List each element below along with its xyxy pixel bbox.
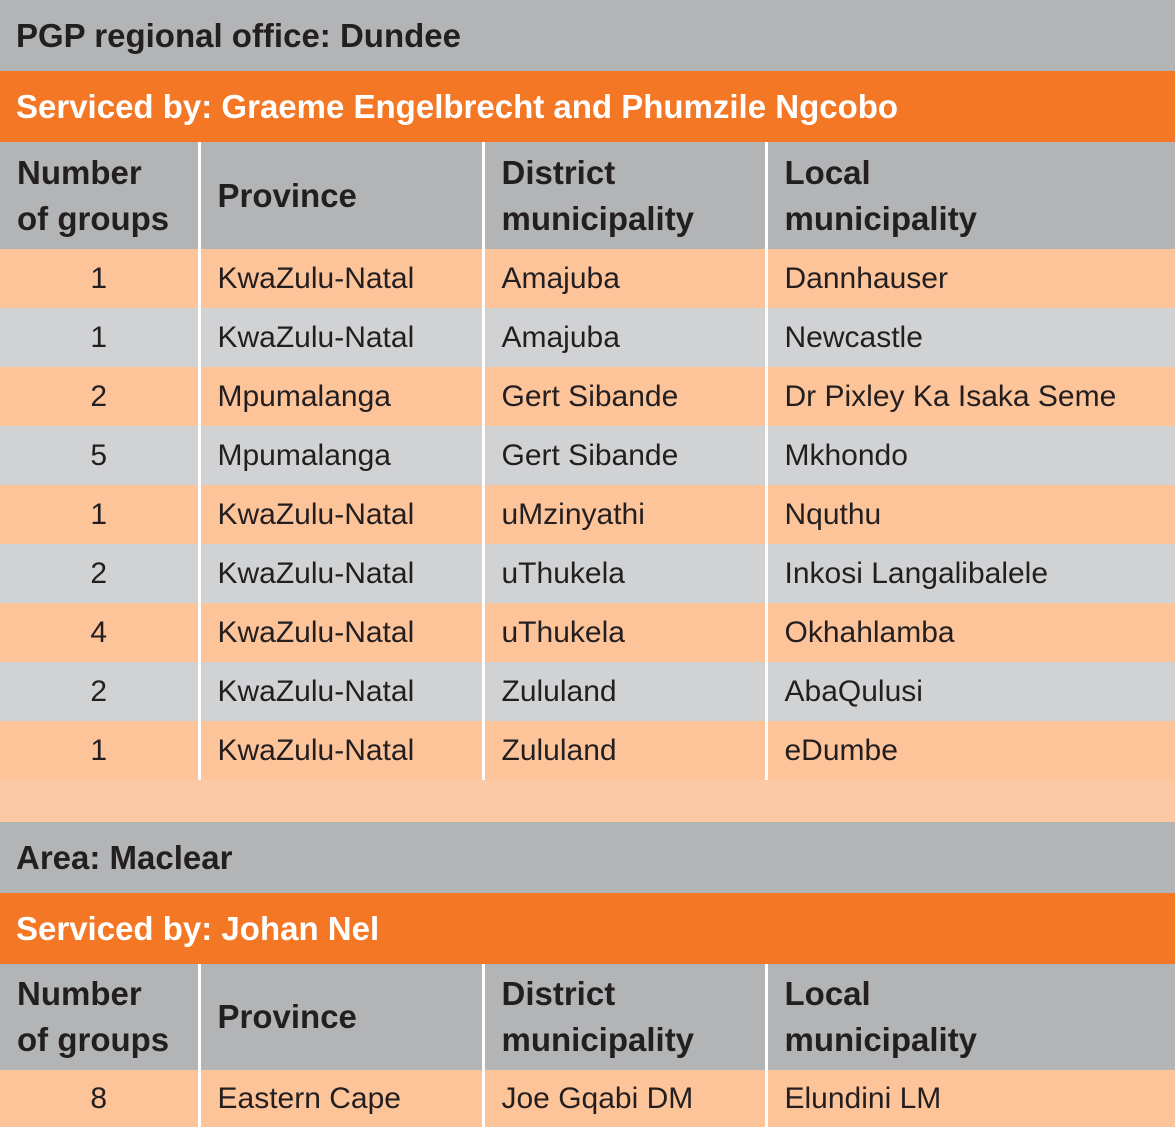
cell-number-of-groups: 1 <box>0 308 199 367</box>
section-title: PGP regional office: Dundee <box>0 0 1175 71</box>
cell-district: uThukela <box>483 603 766 662</box>
header-local-municipality: Local municipality <box>766 142 1175 249</box>
cell-province: KwaZulu-Natal <box>199 249 483 308</box>
cell-local: Newcastle <box>766 308 1175 367</box>
header-district-municipality: District municipality <box>483 142 766 249</box>
cell-local: eDumbe <box>766 721 1175 780</box>
cell-number-of-groups: 2 <box>0 367 199 426</box>
cell-province: Mpumalanga <box>199 367 483 426</box>
cell-province: Mpumalanga <box>199 426 483 485</box>
cell-number-of-groups: 2 <box>0 544 199 603</box>
cell-local: Dr Pixley Ka Isaka Seme <box>766 367 1175 426</box>
serviced-by-banner: Serviced by: Graeme Engelbrecht and Phumzile Ngcobo <box>0 71 1175 142</box>
cell-province: KwaZulu-Natal <box>199 721 483 780</box>
cell-province: KwaZulu-Natal <box>199 544 483 603</box>
area-title: Area: Maclear <box>0 822 1175 893</box>
cell-number-of-groups: 1 <box>0 249 199 308</box>
cell-district: Zululand <box>483 721 766 780</box>
table-row <box>0 1070 1175 1127</box>
table-row <box>0 721 1175 780</box>
table-row <box>0 249 1175 308</box>
table-row <box>0 603 1175 662</box>
cell-province: Eastern Cape <box>199 1070 483 1127</box>
header-number-of-groups: Number of groups <box>0 142 199 249</box>
cell-district: uMzinyathi <box>483 485 766 544</box>
cell-local: Okhahlamba <box>766 603 1175 662</box>
table-header-row <box>0 964 1175 1070</box>
serviced-by-banner: Serviced by: Johan Nel <box>0 893 1175 964</box>
cell-number-of-groups: 8 <box>0 1070 199 1127</box>
table-row <box>0 426 1175 485</box>
cell-local: Mkhondo <box>766 426 1175 485</box>
cell-local: Nquthu <box>766 485 1175 544</box>
table-row <box>0 662 1175 721</box>
cell-number-of-groups: 1 <box>0 485 199 544</box>
section-divider <box>0 780 1175 822</box>
cell-district: Gert Sibande <box>483 367 766 426</box>
table-row <box>0 544 1175 603</box>
cell-district: uThukela <box>483 544 766 603</box>
header-province: Province <box>199 142 483 249</box>
cell-local: Inkosi Langalibalele <box>766 544 1175 603</box>
cell-number-of-groups: 2 <box>0 662 199 721</box>
cell-province: KwaZulu-Natal <box>199 485 483 544</box>
header-district-municipality: District municipality <box>483 964 766 1070</box>
cell-province: KwaZulu-Natal <box>199 662 483 721</box>
groups-table-maclear <box>0 964 1175 1127</box>
cell-district: Joe Gqabi DM <box>483 1070 766 1127</box>
cell-province: KwaZulu-Natal <box>199 603 483 662</box>
cell-local: AbaQulusi <box>766 662 1175 721</box>
groups-table-dundee <box>0 142 1175 780</box>
cell-number-of-groups: 1 <box>0 721 199 780</box>
header-province: Province <box>199 964 483 1070</box>
cell-number-of-groups: 5 <box>0 426 199 485</box>
cell-number-of-groups: 4 <box>0 603 199 662</box>
cell-district: Gert Sibande <box>483 426 766 485</box>
table-row <box>0 308 1175 367</box>
cell-district: Zululand <box>483 662 766 721</box>
header-local-municipality: Local municipality <box>766 964 1175 1070</box>
cell-local: Elundini LM <box>766 1070 1175 1127</box>
table-header-row <box>0 142 1175 249</box>
table-row <box>0 485 1175 544</box>
cell-district: Amajuba <box>483 249 766 308</box>
cell-province: KwaZulu-Natal <box>199 308 483 367</box>
cell-district: Amajuba <box>483 308 766 367</box>
cell-local: Dannhauser <box>766 249 1175 308</box>
header-number-of-groups: Number of groups <box>0 964 199 1070</box>
table-row <box>0 367 1175 426</box>
